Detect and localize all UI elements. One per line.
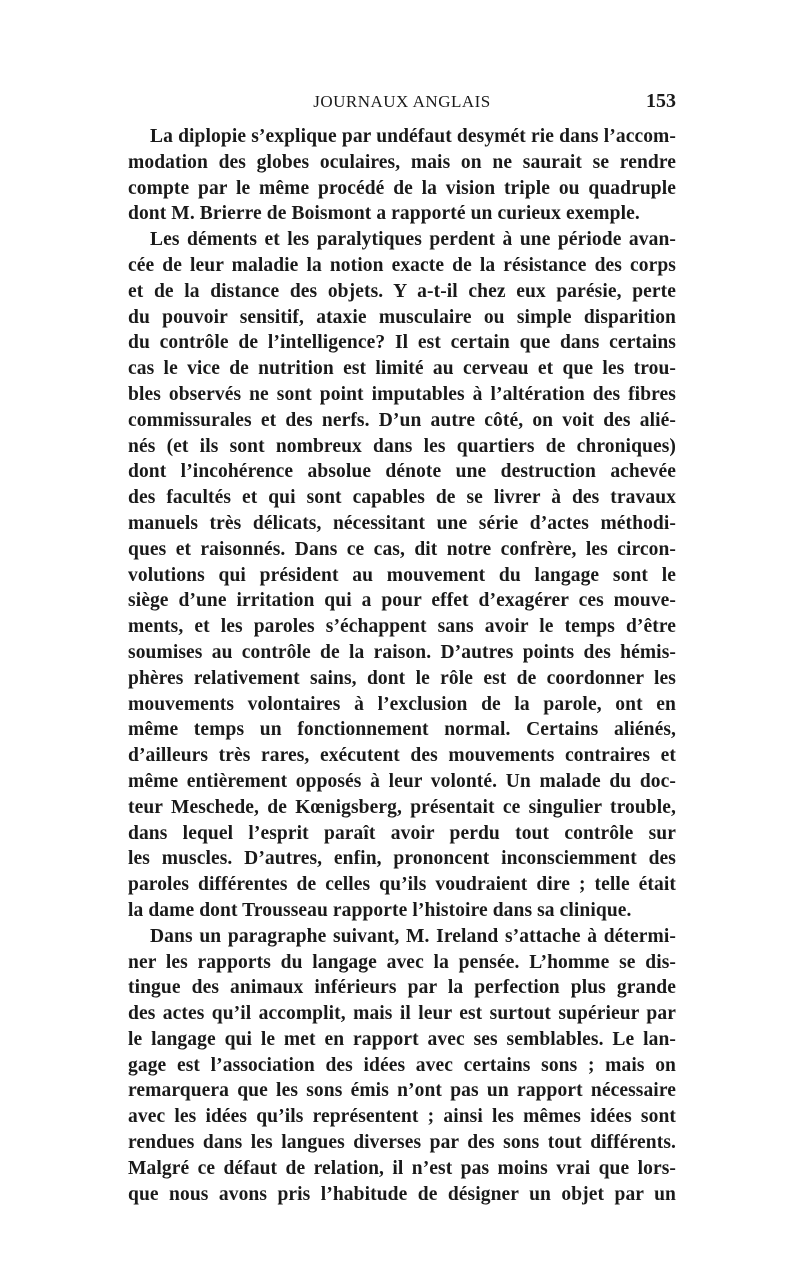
text-line: commissurales et des nerfs. D’un autre côté, on voit des alié- [128, 409, 676, 431]
text-line: dont l’incohérence absolue dénote une destruction achevée [128, 461, 676, 483]
text-line: siège d’une irritation qui a pour effet d’exagérer ces mouve- [128, 590, 676, 612]
text-line: cas le vice de nutrition est limité au cerveau et que les trou- [128, 358, 676, 380]
text-line: et de la distance des objets. Y a-t-il chez eux parésie, perte [128, 280, 676, 302]
text-line: cée de leur maladie la notion exacte de la résistance des corps [128, 254, 676, 276]
text-line: que nous avons pris l’habitude de désigner un objet par un [128, 1183, 676, 1205]
text-line: dans lequel l’esprit paraît avoir perdu tout contrôle sur [128, 822, 676, 844]
text-line: Les déments et les paralytiques perdent à une période avan- [150, 229, 676, 251]
text-line: nés (et ils sont nombreux dans les quartiers de chroniques) [128, 435, 676, 457]
text-line: gage est l’association des idées avec certains sons ; mais on [128, 1054, 676, 1076]
text-line: phères relativement sains, dont le rôle est de coordonner les [128, 667, 676, 689]
text-line: soumises au contrôle de la raison. D’autres points des hémis- [128, 641, 676, 663]
text-line: bles observés ne sont point imputables à l’altération des fibres [128, 383, 676, 405]
text-line: ments, et les paroles s’échappent sans avoir le temps d’être [128, 616, 676, 638]
text-line: la dame dont Trousseau rapporte l’histoire dans sa clinique. [128, 899, 632, 921]
text-line: Malgré ce défaut de relation, il n’est pas moins vrai que lors- [128, 1157, 676, 1179]
text-line: mouvements volontaires à l’exclusion de la parole, ont en [128, 693, 676, 715]
text-line: remarquera que les sons émis n’ont pas un rapport nécessaire [128, 1080, 676, 1102]
text-line: d’ailleurs très rares, exécutent des mouvements contraires et [128, 745, 676, 767]
text-line: des actes qu’il accomplit, mais il leur est surtout supérieur par [128, 1003, 676, 1025]
text-line: tingue des animaux inférieurs par la perfection plus grande [128, 977, 676, 999]
text-line: du pouvoir sensitif, ataxie musculaire ou simple disparition [128, 306, 676, 328]
body-text [128, 124, 676, 1207]
text-line: du contrôle de l’intelligence? Il est certain que dans certains [128, 332, 676, 354]
text-line: ques et raisonnés. Dans ce cas, dit notre confrère, les circon- [128, 538, 676, 560]
text-line: modation des globes oculaires, mais on ne saurait se rendre [128, 151, 676, 173]
text-line: dont M. Brierre de Boismont a rapporté un curieux exemple. [128, 203, 640, 225]
text-line: rendues dans les langues diverses par des sons tout différents. [128, 1132, 676, 1154]
text-line: volutions qui président au mouvement du langage sont le [128, 564, 676, 586]
text-line: Dans un paragraphe suivant, M. Ireland s’attache à détermi- [150, 925, 676, 947]
text-line: manuels très délicats, nécessitant une série d’actes méthodi- [128, 512, 676, 534]
text-line: La diplopie s’explique par undéfaut desymét rie dans l’accom- [150, 126, 676, 147]
text-line: compte par le même procédé de la vision triple ou quadruple [128, 177, 676, 199]
text-line: teur Meschede, de Kœnigsberg, présentait ce singulier trouble, [128, 796, 676, 818]
text-line: même temps un fonctionnement normal. Certains aliénés, [128, 719, 676, 741]
text-line: paroles différentes de celles qu’ils voudraient dire ; telle était [128, 874, 676, 896]
text-line: le langage qui le met en rapport avec ses semblables. Le lan- [128, 1028, 676, 1050]
text-line: avec les idées qu’ils représentent ; ainsi les mêmes idées sont [128, 1106, 676, 1128]
text-line: ner les rapports du langage avec la pensée. L’homme se dis- [128, 951, 676, 973]
text-line: des facultés et qui sont capables de se livrer à des travaux [128, 487, 676, 509]
running-title: JOURNAUX ANGLAIS [313, 92, 491, 111]
text-line: les muscles. D’autres, enfin, prononcent inconsciemment des [128, 848, 676, 870]
page-number: 153 [646, 90, 676, 112]
text-line: même entièrement opposés à leur volonté. Un malade du doc- [128, 770, 676, 792]
running-head [128, 92, 676, 116]
